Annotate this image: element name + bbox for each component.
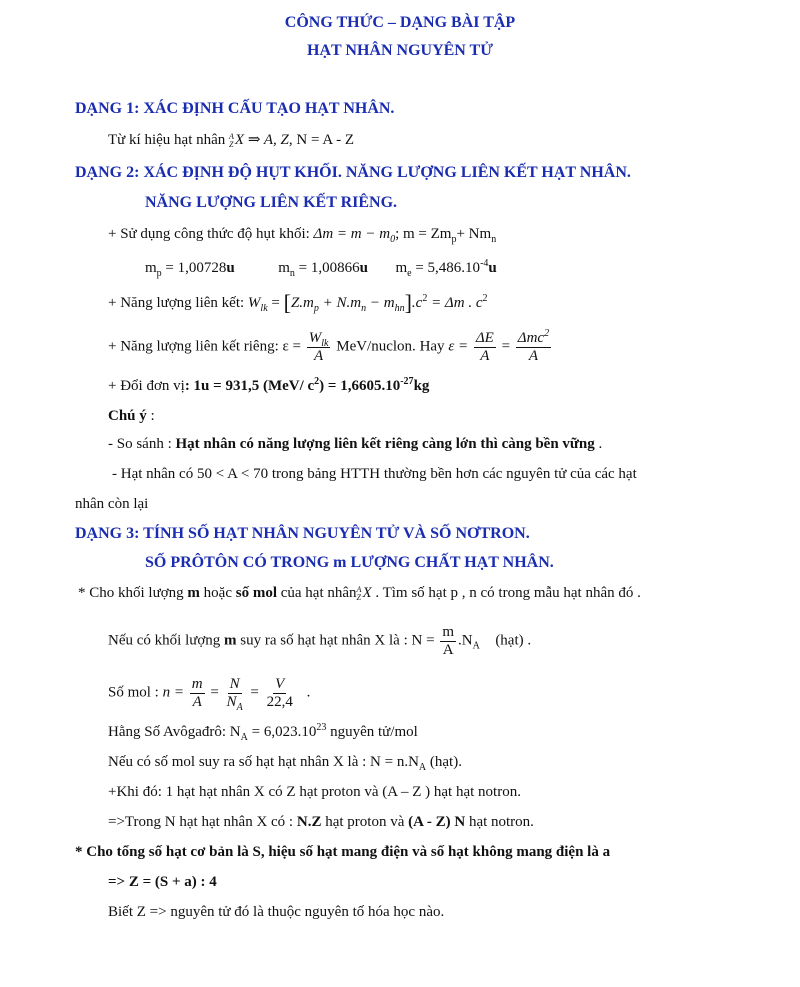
mass-count-line xyxy=(108,624,531,658)
formula-text: Từ kí hiệu hạt nhân xyxy=(108,132,226,148)
specific-binding-energy-line: + Năng lượng liên kết riêng: ε = $\frac{W_{lk}}{A}$ MeV/nuclon. Hay ε = $\frac{\Delta E}{A}$ = $\frac{\Delta mc^2}{A}$ xyxy=(108,328,550,364)
denominator: A xyxy=(192,693,202,710)
mass-na: .N xyxy=(457,632,473,649)
epsilon: ε = xyxy=(448,338,469,355)
denominator: N xyxy=(226,693,237,710)
compare-line xyxy=(108,436,602,453)
mass-defect-label: + Sử dụng công thức độ hụt khối: xyxy=(108,226,310,242)
mass-unit: (hạt) . xyxy=(495,632,532,649)
mass-number: A xyxy=(356,584,362,594)
subscript: n xyxy=(361,303,367,314)
section-1-formula xyxy=(108,132,354,149)
subscript: 0 xyxy=(390,234,396,245)
implies-line xyxy=(108,814,534,831)
document-subtitle: HẠT NHÂN NGUYÊN TỬ xyxy=(307,42,493,59)
implies-nz: N.Z xyxy=(296,814,322,830)
neutron-mass xyxy=(278,260,368,279)
subscript: A xyxy=(236,701,243,713)
result-line: => Z = (S + a) : 4 xyxy=(108,874,217,890)
subscript: lk xyxy=(260,303,268,314)
particle-mass-line xyxy=(145,260,497,277)
mass-number: A xyxy=(229,131,234,141)
avogadro-value: = 6,023.10 xyxy=(247,724,317,740)
specific-unit: MeV/nuclon. xyxy=(336,338,416,355)
formula-math: X ⇒ A, Z xyxy=(234,132,289,148)
given-rest: của hạt nhân xyxy=(280,585,357,601)
mol-label: Số mol : xyxy=(108,684,159,701)
subscript: p xyxy=(313,303,319,314)
exponent: -27 xyxy=(400,376,414,387)
denominator: A xyxy=(480,347,490,364)
compare-prefix: - So sánh : xyxy=(108,436,172,452)
value: = 1,00728 xyxy=(161,260,227,276)
avogadro-text: Hằng Số Avôgađrô: N xyxy=(108,724,241,740)
numerator: N xyxy=(229,676,240,692)
given-m: m xyxy=(187,585,200,601)
fraction xyxy=(190,676,205,710)
epsilon: ε = xyxy=(282,338,302,355)
value: = 1,00866 xyxy=(294,260,360,276)
mass-defect-tail: ; m = Zm xyxy=(395,226,452,242)
binding-energy-label: + Năng lượng liên kết: xyxy=(108,295,245,311)
fraction xyxy=(516,330,551,364)
unit: u xyxy=(226,260,235,276)
value: = 5,486.10 xyxy=(411,260,481,276)
denominator: A xyxy=(528,347,539,364)
subscript: e xyxy=(407,268,412,279)
mol-line: Số mol : n = $\frac{m}{A}$ = $\frac{N}{N_A}$ = $\frac{V}{22,4}$ . xyxy=(108,676,311,713)
convert-text: : 1u = 931,5 (MeV/ c xyxy=(184,378,315,394)
denominator: A xyxy=(442,641,454,658)
proton-mass xyxy=(145,260,235,279)
section-3-subheading: SỐ PRÔTÔN CÓ TRONG m LƯỢNG CHẤT HẠT NHÂN. xyxy=(145,554,554,571)
compare-statement: Hạt nhân có năng lượng liên kết riêng càng lớn thì càng bền vững xyxy=(175,436,595,452)
subscript: p xyxy=(156,268,162,279)
section-2-subheading: NĂNG LƯỢNG LIÊN KẾT RIÊNG. xyxy=(145,194,398,211)
unit-conversion-line xyxy=(108,378,429,395)
section-2-heading: DẠNG 2: XÁC ĐỊNH ĐỘ HỤT KHỐI. NĂNG LƯỢNG LIÊN KẾT HẠT NHÂN. xyxy=(75,164,631,181)
electron-mass xyxy=(395,258,497,279)
subscript: p xyxy=(451,234,457,245)
implies-end: hạt notron. xyxy=(468,814,534,830)
numerator: m xyxy=(191,676,203,692)
avogadro-line xyxy=(108,724,418,741)
stable-line-2: nhân còn lại xyxy=(75,496,149,512)
exponent: 23 xyxy=(316,722,327,733)
unit: u xyxy=(488,260,497,276)
numerator: Δmc xyxy=(517,330,545,346)
mol-count-line xyxy=(108,754,462,771)
know-line: Biết Z => nguyên tử đó là thuộc nguyên tố hóa học nào. xyxy=(108,904,445,920)
subscript: A xyxy=(418,762,427,773)
numerator: W xyxy=(308,330,322,346)
binding-energy-line: + Năng lượng liên kết: $W_{lk} = [Z.m_p + N.m_n - m_{hn}].c^2 = \Delta m$ . $c^2$ xyxy=(108,290,488,315)
formula-part: = Δm . c xyxy=(427,295,483,311)
symbol: m xyxy=(278,260,290,276)
fraction xyxy=(307,330,331,364)
convert-prefix: + Đổi đơn vị xyxy=(108,378,185,394)
note-label: Chú ý xyxy=(108,408,147,424)
document-title: CÔNG THỨC – DẠNG BÀI TẬP xyxy=(284,14,516,31)
implies-azn: (A - Z) N xyxy=(408,814,466,830)
mass-defect-line xyxy=(108,226,496,243)
mass-m: m xyxy=(224,632,237,649)
mass-text: suy ra số hạt hạt nhân X là : N = xyxy=(240,632,435,649)
stable-line-1: - Hạt nhân có 50 < A < 70 trong bảng HTTH thường bền hơn các nguyên tử của các hạt xyxy=(112,466,637,482)
subscript: n xyxy=(289,268,295,279)
note-colon: : xyxy=(146,408,155,424)
subscript: n xyxy=(491,234,497,245)
section-1-heading: DẠNG 1: XÁC ĐỊNH CẤU TẠO HẠT NHÂN. xyxy=(75,100,395,117)
avogadro-unit: nguyên tử/mol xyxy=(326,724,418,740)
given-mol: số mol xyxy=(235,585,277,601)
mol-count-unit: (hạt). xyxy=(426,754,462,770)
numerator: m xyxy=(442,624,454,640)
mol-count-text: Nếu có số mol suy ra số hạt hạt nhân X là : N = n.N xyxy=(108,754,419,770)
exponent: 2 xyxy=(482,293,488,304)
subscript: A xyxy=(472,640,480,652)
nm-text: + Nm xyxy=(456,226,492,242)
isotope-symbol xyxy=(229,133,234,149)
given-end: . Tìm số hạt p , n có trong mẫu hạt nhân đó . xyxy=(375,585,641,601)
total-particles-line: * Cho tổng số hạt cơ bản là S, hiệu số hạt mang điện và số hạt không mang điện là a xyxy=(75,844,611,860)
denominator: A xyxy=(314,347,324,364)
formula-part: .c xyxy=(411,295,423,311)
mass-defect-formula: Δm = m − m xyxy=(313,226,391,242)
formula-part: − m xyxy=(366,295,395,311)
fraction xyxy=(225,676,245,713)
mol-n: n = xyxy=(162,684,184,701)
convert-mid: ) = 1,6605.10 xyxy=(319,378,401,394)
symbol: W xyxy=(247,295,261,311)
formula-part: Z.m xyxy=(290,295,314,311)
numerator: ΔE xyxy=(475,330,494,346)
hay-word: Hay xyxy=(419,338,445,355)
specific-label: + Năng lượng liên kết riêng: xyxy=(108,338,279,355)
numerator: V xyxy=(275,676,285,692)
given-mid: hoặc xyxy=(203,585,232,601)
denominator: 22,4 xyxy=(266,693,293,710)
subscript: A xyxy=(240,732,248,743)
note-line xyxy=(108,408,155,425)
symbol: m xyxy=(145,260,157,276)
compare-end: . xyxy=(594,436,603,452)
subscript: hn xyxy=(394,303,405,314)
atomic-number: Z xyxy=(229,139,234,149)
given-line xyxy=(78,585,641,602)
fraction xyxy=(440,624,456,658)
formula-suffix: , N = A - Z xyxy=(288,132,355,148)
unit: u xyxy=(359,260,368,276)
exponent: 2 xyxy=(314,376,320,387)
isotope-symbol xyxy=(357,586,362,602)
exponent: 2 xyxy=(544,328,550,339)
given-prefix: * Cho khối lượng xyxy=(78,585,184,601)
section-3-heading: DẠNG 3: TÍNH SỐ HẠT NHÂN NGUYÊN TỬ VÀ SỐ NƠTRON. xyxy=(75,525,530,542)
formula-part: + N.m xyxy=(318,295,362,311)
fraction xyxy=(474,330,496,364)
then-line: +Khi đó: 1 hạt hạt nhân X có Z hạt proton và (A – Z ) hạt hạt notron. xyxy=(108,784,521,800)
atomic-number: Z xyxy=(356,592,361,602)
exponent: -4 xyxy=(480,258,489,269)
fraction xyxy=(265,676,295,710)
implies-mid: hạt proton và xyxy=(325,814,405,830)
convert-unit: kg xyxy=(413,378,430,394)
mol-end: . xyxy=(306,684,311,701)
implies-prefix: =>Trong N hạt hạt nhân X có : xyxy=(108,814,294,830)
given-x: X xyxy=(362,585,372,601)
mass-prefix: Nếu có khối lượng xyxy=(108,632,221,649)
symbol: m xyxy=(395,260,408,276)
subscript: lk xyxy=(321,338,329,349)
exponent: 2 xyxy=(422,293,428,304)
